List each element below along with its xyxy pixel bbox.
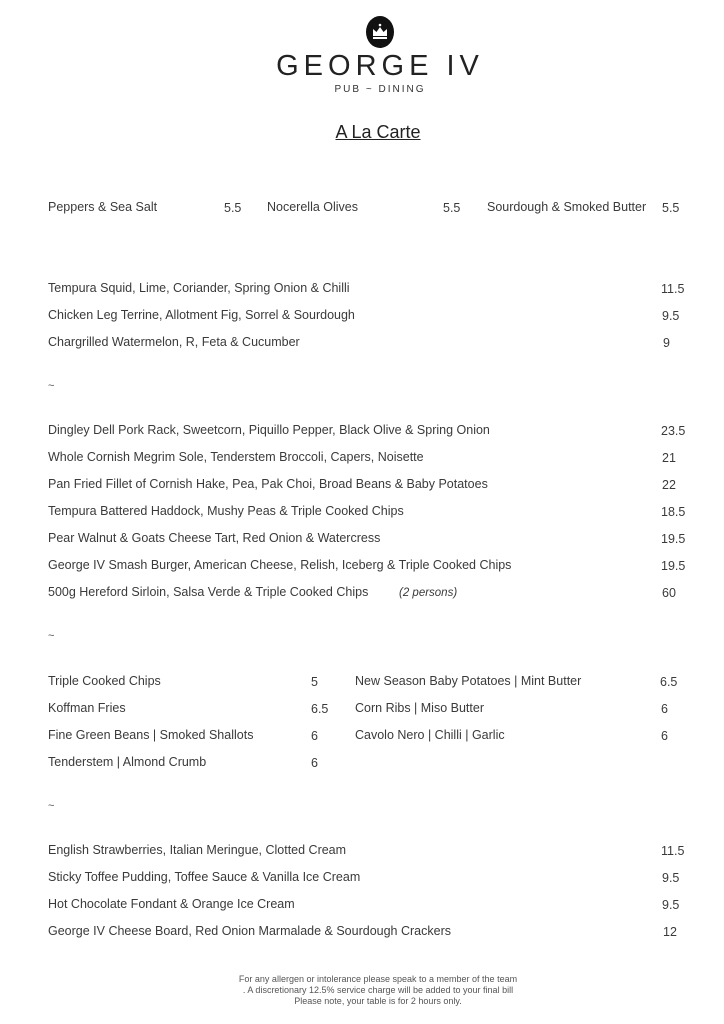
separator: ~ (48, 380, 55, 392)
brand-name: GEORGE IV (276, 50, 484, 82)
item-price: 19.5 (661, 559, 686, 573)
item-price: 5 (311, 675, 318, 689)
item-name: Chargrilled Watermelon, R, Feta & Cucumber (48, 335, 300, 349)
item-name: Koffman Fries (48, 701, 126, 715)
item-price: 5.5 (662, 201, 680, 215)
separator: ~ (48, 630, 55, 642)
footer-service-charge-note: . A discretionary 12.5% service charge will be added to your final bill (242, 985, 514, 995)
brand-subtitle: PUB ~ DINING (334, 84, 426, 95)
item-name: 500g Hereford Sirloin, Salsa Verde & Triple Cooked Chips (48, 585, 369, 599)
item-price: 19.5 (661, 532, 686, 546)
item-price: 12 (663, 925, 677, 939)
item-price: 6 (661, 702, 668, 716)
item-name: Whole Cornish Megrim Sole, Tenderstem Broccoli, Capers, Noisette (48, 450, 424, 464)
item-name: Sourdough & Smoked Butter (487, 200, 647, 214)
item-name: Dingley Dell Pork Rack, Sweetcorn, Piquillo Pepper, Black Olive & Spring Onion (48, 423, 490, 437)
item-name: Sticky Toffee Pudding, Toffee Sauce & Vanilla Ice Cream (48, 870, 361, 884)
item-price: 6 (311, 756, 318, 770)
item-name: Corn Ribs | Miso Butter (355, 701, 484, 715)
item-name: Tempura Battered Haddock, Mushy Peas & Triple Cooked Chips (48, 504, 404, 518)
item-price: 6 (311, 729, 318, 743)
item-name: English Strawberries, Italian Meringue, Clotted Cream (48, 843, 347, 857)
item-name: Tempura Squid, Lime, Coriander, Spring Onion & Chilli (48, 281, 350, 295)
item-name: Nocerella Olives (267, 200, 359, 214)
separator: ~ (48, 800, 55, 812)
item-price: 11.5 (661, 844, 685, 858)
item-price: 9 (663, 336, 670, 350)
item-price: 18.5 (661, 505, 686, 519)
item-price: 23.5 (661, 424, 686, 438)
item-name: George IV Smash Burger, American Cheese, Relish, Iceberg & Triple Cooked Chips (48, 558, 512, 572)
item-price: 6.5 (660, 675, 678, 689)
item-price: 6 (661, 729, 668, 743)
item-price: 21 (662, 451, 676, 465)
item-price: 11.5 (661, 282, 685, 296)
item-price: 60 (662, 586, 676, 600)
item-name: Tenderstem | Almond Crumb (48, 755, 207, 769)
item-name: Hot Chocolate Fondant & Orange Ice Cream (48, 897, 295, 911)
footer-table-time-note: Please note, your table is for 2 hours only. (294, 996, 462, 1006)
item-name: Peppers & Sea Salt (48, 200, 158, 214)
item-name: New Season Baby Potatoes | Mint Butter (355, 674, 582, 688)
item-name: Cavolo Nero | Chilli | Garlic (355, 728, 505, 742)
menu-title: A La Carte (335, 122, 421, 142)
item-name: Fine Green Beans | Smoked Shallots (48, 728, 254, 742)
crown-logo-icon (366, 16, 394, 48)
item-note: (2 persons) (399, 587, 458, 599)
item-price: 22 (662, 478, 676, 492)
item-price: 9.5 (662, 309, 680, 323)
item-price: 9.5 (662, 871, 680, 885)
item-name: Pan Fried Fillet of Cornish Hake, Pea, Pak Choi, Broad Beans & Baby Potatoes (48, 477, 488, 491)
item-name: Chicken Leg Terrine, Allotment Fig, Sorrel & Sourdough (48, 308, 355, 322)
item-price: 5.5 (443, 201, 461, 215)
item-name: Pear Walnut & Goats Cheese Tart, Red Onion & Watercress (48, 531, 381, 545)
item-price: 9.5 (662, 898, 680, 912)
item-price: 5.5 (224, 201, 242, 215)
item-name: George IV Cheese Board, Red Onion Marmalade & Sourdough Crackers (48, 924, 451, 938)
item-name: Triple Cooked Chips (48, 674, 161, 688)
item-price: 6.5 (311, 702, 329, 716)
footer-allergen-note: For any allergen or intolerance please speak to a member of the team (238, 974, 518, 984)
